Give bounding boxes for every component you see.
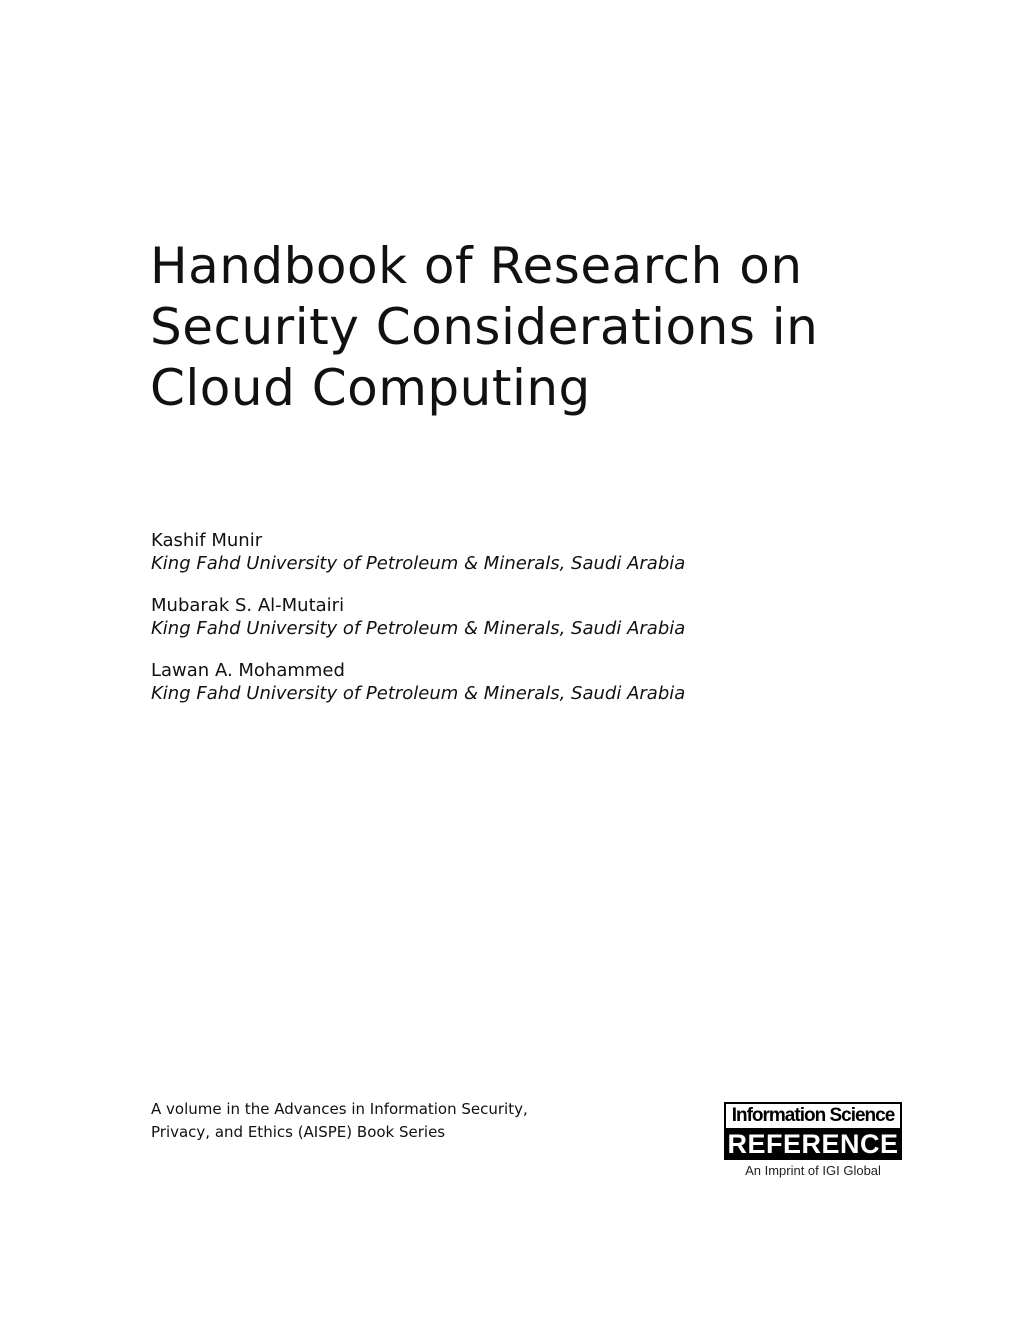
- author-entry: [151, 594, 911, 640]
- publisher-logo-box: [724, 1102, 902, 1160]
- author-affiliation: King Fahd University of Petroleum & Minerals, Saudi Arabia: [151, 618, 686, 639]
- title-line-2: Security Considerations in: [150, 298, 819, 356]
- author-name: Mubarak S. Al-Mutairi: [151, 595, 345, 616]
- logo-line-1: Information Science: [731, 1105, 895, 1126]
- author-entry: [151, 529, 911, 575]
- author-entry: [151, 659, 911, 705]
- publisher-logo: [724, 1102, 902, 1180]
- logo-imprint: An Imprint of IGI Global: [745, 1163, 881, 1178]
- title-line-1: Handbook of Research on: [150, 237, 803, 295]
- series-line-1: A volume in the Advances in Information Security,: [151, 1100, 528, 1118]
- series-line-2: Privacy, and Ethics (AISPE) Book Series: [151, 1123, 446, 1141]
- book-title: [150, 236, 950, 419]
- logo-line-2: REFERENCE: [727, 1129, 899, 1159]
- title-line-3: Cloud Computing: [150, 359, 591, 417]
- author-name: Lawan A. Mohammed: [151, 660, 345, 681]
- author-affiliation: King Fahd University of Petroleum & Minerals, Saudi Arabia: [151, 683, 686, 704]
- author-name: Kashif Munir: [151, 530, 263, 551]
- author-list: [151, 529, 911, 724]
- book-series-note: [151, 1098, 671, 1144]
- author-affiliation: King Fahd University of Petroleum & Minerals, Saudi Arabia: [151, 553, 686, 574]
